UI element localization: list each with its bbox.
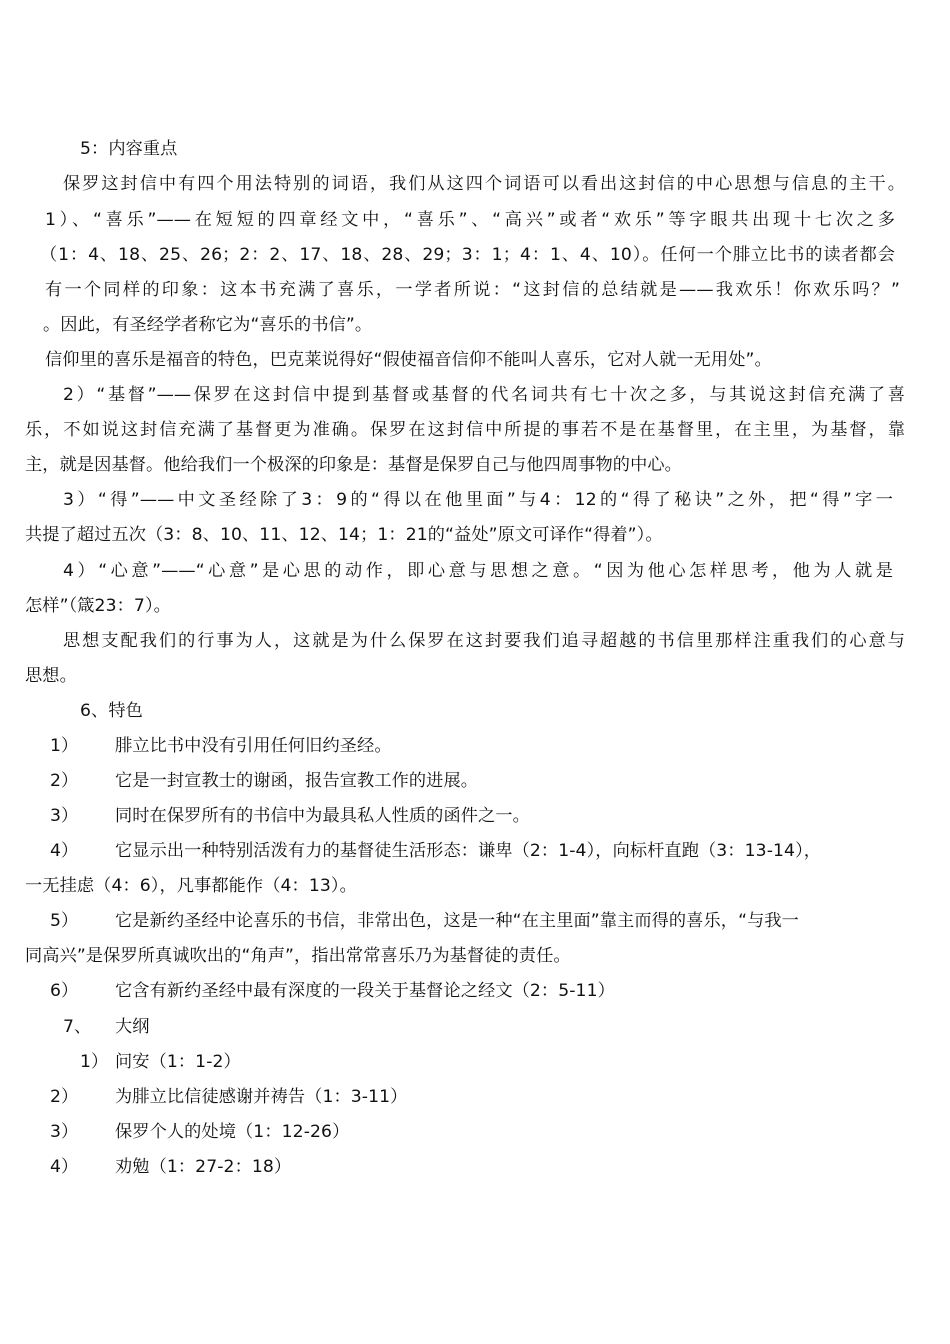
item-gain-line-2: 共提了超过五次（3：8、10、11、12、14；1：21的“益处”原文可译作“得着”）。: [25, 525, 663, 545]
outline-text: 保罗个人的处境（1：12-26）: [115, 1122, 350, 1142]
feature-item: [0, 736, 950, 756]
feature-number: 1）: [50, 736, 79, 756]
outline-number: 4）: [50, 1157, 79, 1177]
feature-text-continued: 一无挂虑（4：6），凡事都能作（4：13）。: [25, 876, 357, 896]
item-mind-line-2: 怎样”（箴23：7）。: [25, 596, 171, 616]
feature-text: 腓立比书中没有引用任何旧约圣经。: [115, 736, 392, 756]
item-joy-line-5: 信仰里的喜乐是福音的特色，巴克莱说得好“假使福音信仰不能叫人喜乐，它对人就一无用处”。: [45, 350, 772, 370]
feature-number: 4）: [50, 841, 79, 861]
item-joy-line-2: （1：4、18、25、26；2：2、17、18、28、29；3：1；4：1、4、10）。任何一个腓立比书的读者都会: [40, 245, 895, 265]
item-joy-line-3: 有一个同样的印象：这本书充满了喜乐，一学者所说：“这封信的总结就是——我欢乐！你欢乐吗？”: [45, 280, 900, 300]
feature-text: 它是新约圣经中论喜乐的书信，非常出色，这是一种“在主里面”靠主而得的喜乐，“与我一: [115, 911, 799, 931]
feature-text: 它显示出一种特别活泼有力的基督徒生活形态：谦卑（2：1-4），向标杆直跑（3：13-14），: [115, 841, 822, 861]
feature-item: [0, 771, 950, 791]
section-6-heading: 6、特色: [80, 701, 143, 721]
outline-item: [0, 1122, 950, 1142]
item-gain-line-1: 3）“得”——中文圣经除了3：9的“得以在他里面”与4：12的“得了秘诀”之外，把“得”字一: [63, 490, 893, 510]
feature-text-continued: 同高兴”是保罗所真诚吹出的“角声”，指出常常喜乐乃为基督徒的责任。: [25, 946, 571, 966]
feature-number: 2）: [50, 771, 79, 791]
outline-item: [0, 1087, 950, 1107]
feature-item: [0, 841, 950, 861]
closing-line-2: 思想。: [25, 666, 77, 686]
feature-item: [0, 911, 950, 931]
item-christ-line-2: 乐，不如说这封信充满了基督更为准确。保罗在这封信中所提的事若不是在基督里，在主里，为基督，靠: [25, 420, 905, 440]
feature-number: 6）: [50, 981, 79, 1001]
outline-number: 2）: [50, 1087, 79, 1107]
outline-item: [0, 1157, 950, 1177]
item-christ-line-3: 主，就是因基督。他给我们一个极深的印象是：基督是保罗自己与他四周事物的中心。: [25, 455, 682, 475]
section-7-number: 7、: [63, 1017, 92, 1037]
outline-text: 问安（1：1-2）: [115, 1052, 241, 1072]
outline-number: 1）: [80, 1052, 109, 1072]
feature-text: 它是一封宣教士的谢函，报告宣教工作的进展。: [115, 771, 479, 791]
section-7-heading: [0, 1017, 950, 1037]
outline-number: 3）: [50, 1122, 79, 1142]
section-7-title: 大纲: [115, 1017, 150, 1037]
feature-number: 3）: [50, 806, 79, 826]
item-joy-line-1: 1）、“喜乐”——在短短的四章经文中，“喜乐”、“高兴”或者“欢乐”等字眼共出现十七次之多: [45, 210, 895, 230]
section-5-intro: 保罗这封信中有四个用法特别的词语，我们从这四个词语可以看出这封信的中心思想与信息的主干。: [63, 174, 905, 194]
item-joy-line-4: 。因此，有圣经学者称它为“喜乐的书信”。: [43, 315, 373, 335]
item-mind-line-1: 4）“心意”——“心意”是心思的动作，即心意与思想之意。“因为他心怎样思考，他为人就是: [63, 561, 893, 581]
section-5-heading: 5：内容重点: [80, 139, 178, 159]
feature-item: [0, 981, 950, 1001]
feature-text: 它含有新约圣经中最有深度的一段关于基督论之经文（2：5-11）: [115, 981, 615, 1001]
outline-text: 为腓立比信徒感谢并祷告（1：3-11）: [115, 1087, 408, 1107]
feature-text: 同时在保罗所有的书信中为最具私人性质的函件之一。: [115, 806, 530, 826]
outline-text: 劝勉（1：27-2：18）: [115, 1157, 292, 1177]
closing-line-1: 思想支配我们的行事为人，这就是为什么保罗在这封要我们追寻超越的书信里那样注重我们的心意与: [63, 631, 905, 651]
feature-number: 5）: [50, 911, 79, 931]
item-christ-line-1: 2）“基督”——保罗在这封信中提到基督或基督的代名词共有七十次之多，与其说这封信充满了喜: [63, 385, 905, 405]
outline-item: [0, 1052, 950, 1072]
feature-item: [0, 806, 950, 826]
